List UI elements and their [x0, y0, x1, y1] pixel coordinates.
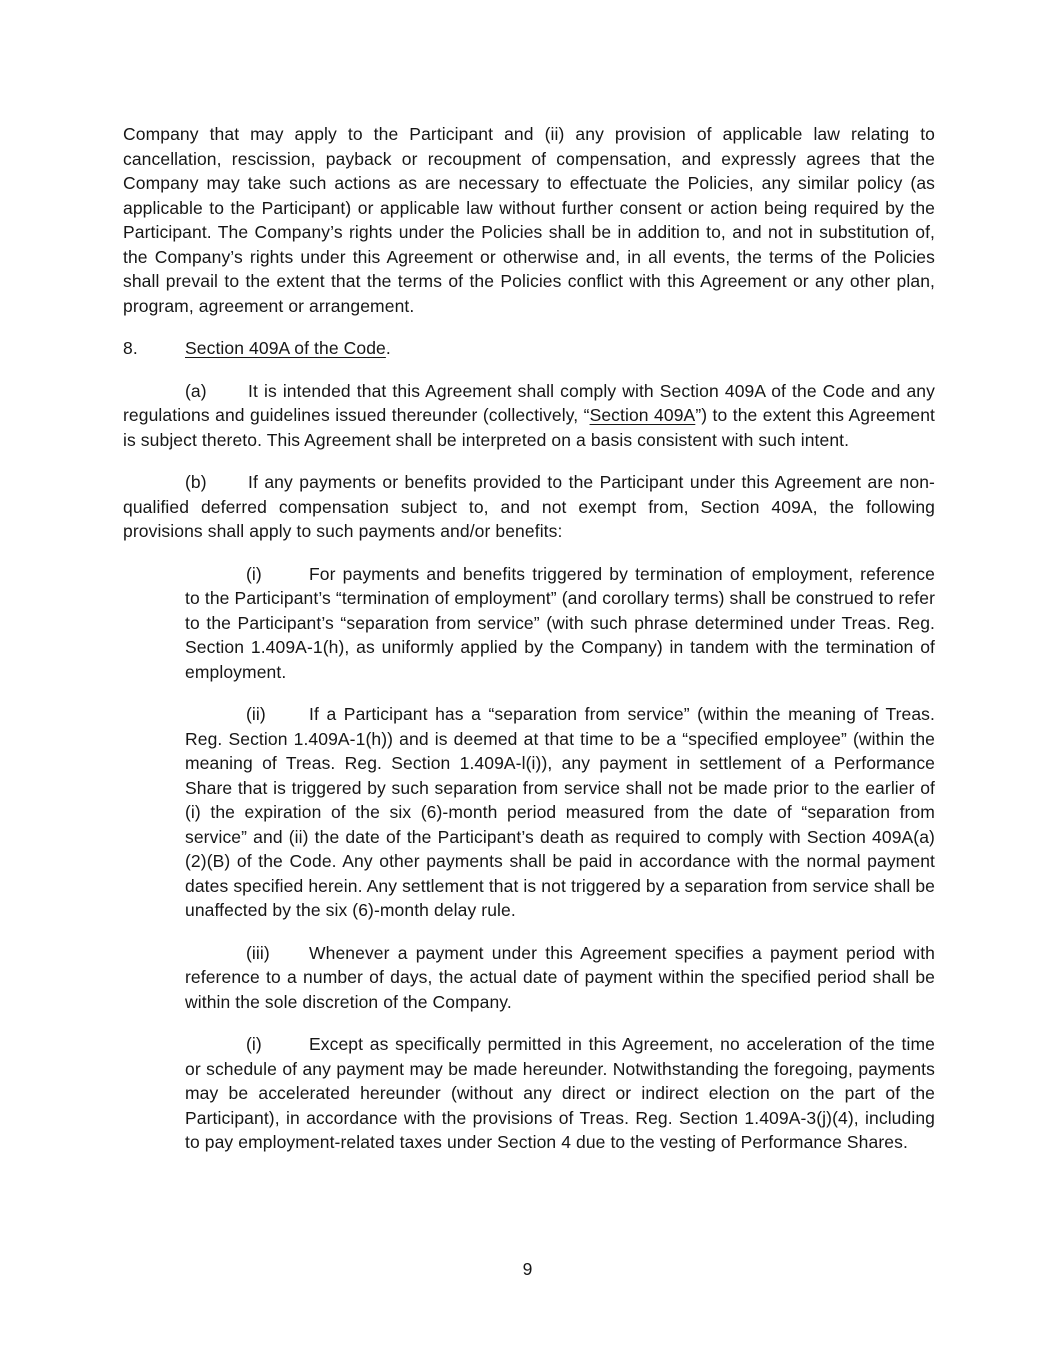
paragraph-b-iii — [185, 941, 935, 1015]
text-run: Except as specifically permitted in this Agreement, no acceleration of the time or schedule of any payment may be made hereunder. Notwithstanding the foregoing, payments may be accelerated hereunder (without any direct or indirect election on the part of the Participant), in accordance with the provisions of Treas. Reg. Section 1.409A-3(j)(4), including to pay employment-related taxes under Section 4 due to the vesting of Performance Shares. — [185, 1034, 935, 1152]
text-run: It is intended that this Agreement shall comply with Section 409A of the Code and any regulations and guidelines issued thereunder (collectively, “ — [123, 380, 935, 425]
text-run: For payments and benefits triggered by termination of employment, reference to the Participant’s “termination of employment” (and corollary terms) shall be construed to refer to the Participant’s “separation from service” (with such phrase determined under Treas. Reg. Section 1.409A-1(h), as uniformly applied by the Company) in tandem with the termination of employment. — [185, 563, 935, 682]
paragraph-b-i-2 — [185, 1032, 935, 1155]
paragraph-label: (ii) — [246, 704, 266, 724]
text-run: Company that may apply to the Participant and (ii) any provision of applicable law relating to cancellation, rescission, payback or recoupment of compensation, and expressly agrees that the Company may take such actions as are necessary to effectuate the Policies, any similar policy (as applicable to the Participant) or applicable law without further consent or action being required by the Participant. The Company’s rights under the Policies shall be in addition to, and not in substitution of, the Company’s rights under this Agreement or otherwise and, in all events, the terms of the Policies shall prevail to the extent that the terms of the Policies conflict with this Agreement or any other plan, program, agreement or arrangement. — [123, 124, 935, 316]
text-run: If a Participant has a “separation from service” (within the meaning of Treas. Reg. Section 1.409A-1(h)) and is deemed at that time to be a “specified employee” (within the meaning of Treas. Reg. Section 1.409A-l(i)), any payment in settlement of a Performance Share that is triggered by such separation from service shall not be made prior to the earlier of (i) the expiration of the six (6)-month period measured from the date of “separation from service” and (ii) the date of the Participant’s death as required to comply with Section 409A(a)(2)(B) of the Code. Any other payments shall be paid in accordance with the normal payment dates specified herein. Any settlement that is not triggered by a separation from service shall be unaffected by the six (6)-month delay rule. — [185, 704, 935, 920]
text-run: Whenever a payment under this Agreement specifies a payment period with reference to a number of days, the actual date of payment within the specified period shall be within the sole discretion of the Company. — [185, 942, 935, 1012]
text-run: . — [385, 338, 391, 358]
paragraph-label: 8. — [123, 338, 138, 358]
paragraph-label: (i) — [246, 1034, 262, 1054]
paragraph-label: (iii) — [246, 942, 270, 963]
text-run-underlined: Section 409A of the Code — [185, 338, 386, 358]
paragraph-b — [123, 470, 935, 544]
text-run: If any payments or benefits provided to the Participant under this Agreement are non-qualified deferred compensation subject to, and not exempt from, Section 409A, the following provisions shall apply to such payments and/or benefits: — [123, 472, 935, 541]
paragraph-label: (b) — [185, 472, 207, 492]
paragraph-label: (i) — [246, 563, 262, 584]
page-number: 9 — [522, 1259, 533, 1279]
paragraph-continuation — [123, 122, 935, 318]
document-body — [123, 122, 935, 1173]
paragraph-b-ii — [185, 702, 935, 923]
paragraph-label: (a) — [185, 380, 207, 401]
paragraph-b-i — [185, 562, 935, 685]
text-run-underlined: Section 409A — [589, 405, 696, 425]
paragraph-a — [123, 379, 935, 453]
page-footer — [0, 1257, 1055, 1282]
text-run: ”) to the extent this Agreement is subject thereto. This Agreement shall be interpreted on a basis consistent with such intent. — [123, 405, 936, 450]
paragraph-section-8-heading — [123, 336, 935, 361]
